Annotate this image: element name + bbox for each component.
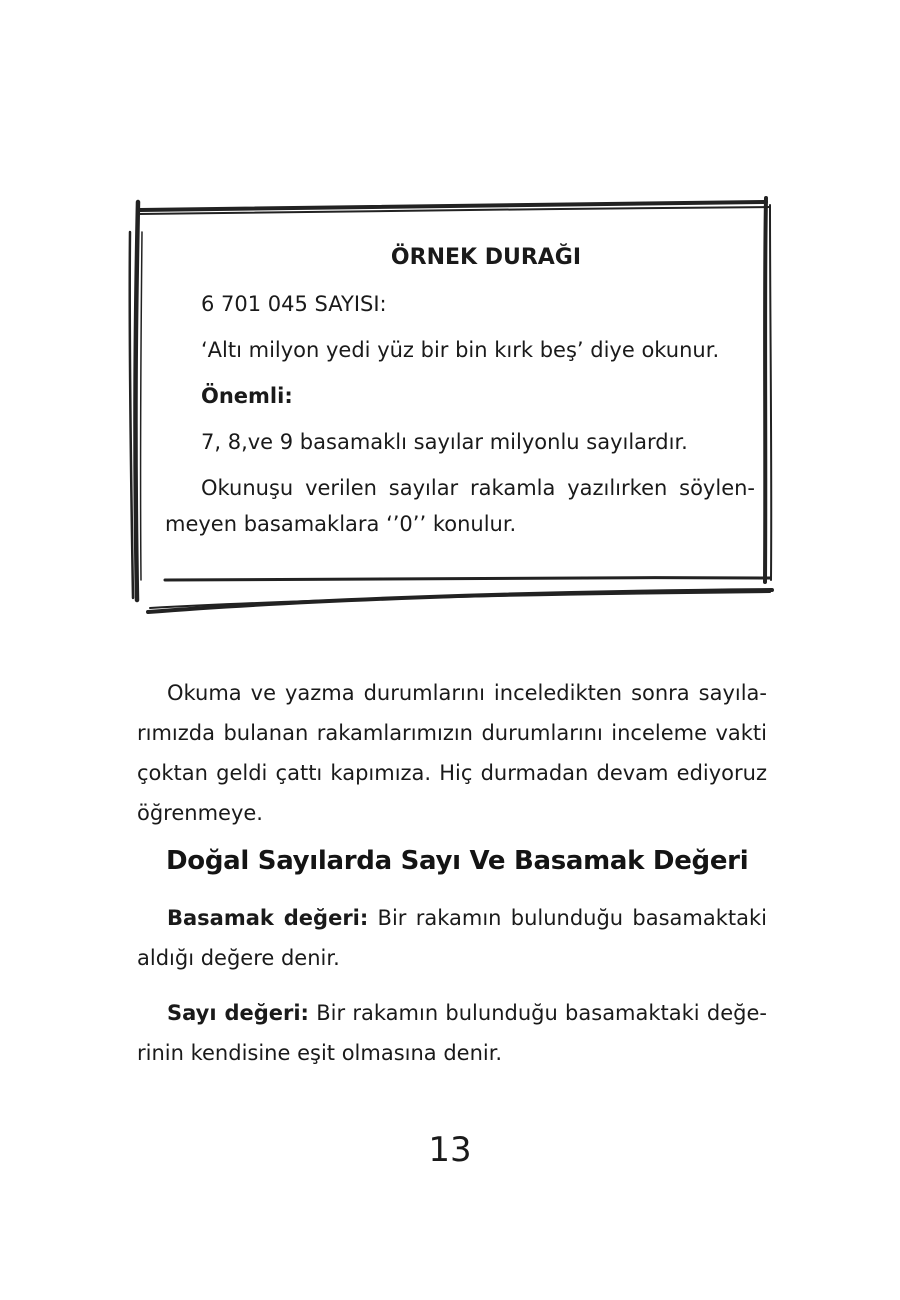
example-box-content — [165, 246, 755, 542]
millions-line: 7, 8,ve 9 basamaklı sayılar milyonlu sayılardır. — [201, 430, 688, 454]
important-label: Önemli: — [201, 384, 293, 408]
example-number-line: 6 701 045 SAYISI: — [201, 292, 387, 316]
definition-text: Bir rakamın bulunduğu basamaktaki değe-rinin kendisine eşit olmasına denir. — [137, 1001, 767, 1065]
definition-term: Sayı değeri: — [167, 1001, 309, 1025]
definition-term: Basamak değeri: — [167, 906, 369, 930]
page-number: 13 — [428, 1130, 472, 1170]
intro-paragraph: Okuma ve yazma durumlarını inceledikten sonra sayıla-rımızda bulanan rakamlarımızın durumlarını inceleme vakti çoktan geldi çattı kapımıza. Hiç durmadan devam ediyoruz öğrenmeye. — [137, 681, 767, 825]
zero-rule-paragraph: Okunuşu verilen sayılar rakamla yazılırken söylen-meyen basamaklara ‘’0’’ konulur. — [165, 476, 755, 536]
section-heading: Doğal Sayılarda Sayı Ve Basamak Değeri — [166, 846, 749, 876]
example-reading-line: ‘Altı milyon yedi yüz bir bin kırk beş’ diye okunur. — [201, 338, 720, 362]
definition-text: Bir rakamın bulunduğu basamaktaki aldığı değere denir. — [137, 906, 767, 970]
definition-basamak-degeri — [137, 898, 767, 978]
example-box-title: ÖRNEK DURAĞI — [390, 245, 582, 270]
definition-sayi-degeri — [137, 993, 767, 1073]
